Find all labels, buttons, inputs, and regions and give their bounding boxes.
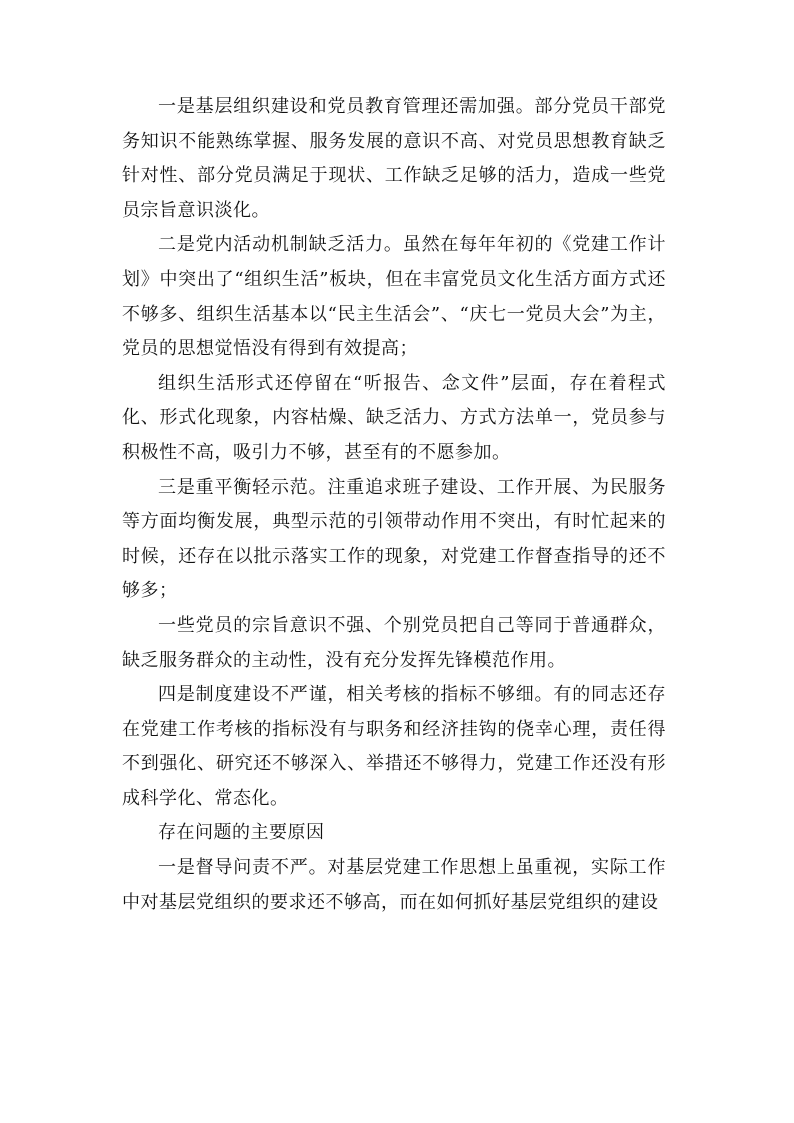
- section-heading-causes: 存在问题的主要原因: [158, 822, 325, 844]
- document-body: [122, 90, 666, 920]
- paragraph-3: 组织生活形式还停留在“听报告、念文件”层面，存在着程式化、形式化现象，内容枯燥、缺乏活力、方式方法单一，党员参与积极性不高，吸引力不够，甚至有的不愿参加。: [122, 372, 666, 463]
- paragraph-8: 一是督导问责不严。对基层党建工作思想上虽重视，实际工作中对基层党组织的要求还不够高，而在如何抓好基层党组织的建设: [122, 857, 666, 913]
- paragraph-2: 二是党内活动机制缺乏活力。虽然在每年年初的《党建工作计划》中突出了“组织生活”板块，但在丰富党员文化生活方面方式还不够多、组织生活基本以“民主生活会”、“庆七一党员大会”为主，党员的思想觉悟没有得到有效提高；: [122, 234, 666, 360]
- paragraph-4: 三是重平衡轻示范。注重追求班子建设、工作开展、为民服务等方面均衡发展，典型示范的引领带动作用不突出，有时忙起来的时候，还存在以批示落实工作的现象，对党建工作督查指导的还不够多；: [122, 476, 666, 602]
- paragraph-1: 一是基层组织建设和党员教育管理还需加强。部分党员干部党务知识不能熟练掌握、服务发展的意识不高、对党员思想教育缺乏针对性、部分党员满足于现状、工作缺乏足够的活力，造成一些党员宗旨意识淡化。: [122, 96, 666, 221]
- paragraph-6: 四是制度建设不严谨，相关考核的指标不够细。有的同志还存在党建工作考核的指标没有与职务和经济挂钩的侥幸心理，责任得不到强化、研究还不够深入、举措还不够得力，党建工作还没有形成科学化、常态化。: [122, 684, 666, 809]
- paragraph-5: 一些党员的宗旨意识不强、个别党员把自己等同于普通群众，缺乏服务群众的主动性，没有充分发挥先锋模范作用。: [122, 614, 666, 671]
